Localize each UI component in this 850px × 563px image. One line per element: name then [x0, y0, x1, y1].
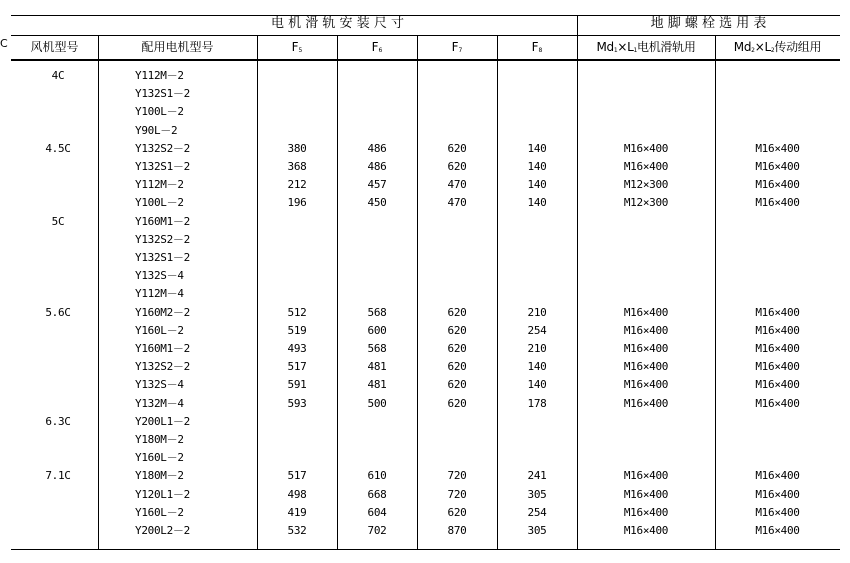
bolt-drive-cell	[715, 413, 840, 431]
motor-model-cell: Y90L－2	[135, 123, 178, 137]
f8-cell	[497, 67, 577, 85]
table-row	[11, 267, 840, 285]
bolt-drive-cell	[715, 431, 840, 449]
f5-cell	[257, 249, 337, 267]
fan-model-cell	[38, 267, 78, 285]
rail-section-title: 电 机 滑 轨 安 装 尺 寸	[271, 16, 404, 31]
motor-model-cell: Y160M2－2	[135, 305, 190, 319]
f6-cell: 610	[367, 469, 387, 483]
table-row	[11, 449, 840, 467]
f7-cell	[417, 122, 497, 140]
bolt-rail-cell	[577, 231, 715, 249]
bolt-rail-cell: M16×400	[623, 378, 669, 392]
bolt-drive-cell: M16×400	[755, 342, 800, 355]
f7-cell	[417, 431, 497, 449]
f6-cell	[337, 449, 417, 467]
motor-model-cell: Y132M－4	[135, 396, 184, 410]
motor-model-cell: Y132S－4	[135, 269, 184, 283]
f7-cell: 720	[447, 487, 467, 501]
f8-cell	[497, 413, 577, 431]
f8-cell: 241	[527, 469, 547, 483]
bolt-drive-cell	[715, 85, 840, 103]
f5-cell	[257, 213, 337, 231]
f7-cell: 470	[447, 178, 467, 192]
motor-model-cell: Y132S2－2	[135, 360, 190, 374]
f7-cell: 470	[447, 196, 467, 210]
bolt-drive-cell	[715, 449, 840, 467]
f5-cell	[257, 67, 337, 85]
bolt-rail-cell: M16×400	[623, 505, 669, 519]
f8-cell: 140	[527, 160, 547, 173]
f5-cell	[257, 413, 337, 431]
motor-model-cell: Y112M－4	[135, 287, 184, 301]
bolt-rail-cell	[577, 122, 715, 140]
table-row	[11, 103, 840, 121]
f5-cell	[257, 285, 337, 303]
f7-cell	[417, 85, 497, 103]
bolt-rail-cell	[577, 103, 715, 121]
f5-cell	[257, 431, 337, 449]
f5-cell: 419	[287, 505, 307, 519]
f8-cell: 254	[527, 323, 547, 337]
fan-model-cell	[38, 249, 78, 267]
table-row	[11, 504, 840, 522]
f6-cell	[337, 67, 417, 85]
f5-cell	[257, 103, 337, 121]
f8-cell: 140	[527, 378, 547, 392]
bolt-rail-cell: M12×300	[623, 196, 669, 210]
fan-model-cell	[38, 449, 78, 467]
bolt-drive-cell	[715, 285, 840, 303]
motor-model-cell: Y112M－2	[135, 69, 184, 82]
f7-cell: 620	[447, 342, 467, 355]
f5-cell: 591	[287, 378, 307, 392]
bolt-drive-cell: M16×400	[755, 196, 800, 210]
f5-cell: 593	[287, 396, 307, 410]
bolt-drive-cell	[715, 213, 840, 231]
table-row	[11, 376, 840, 394]
fan-model-cell	[38, 122, 78, 140]
fan-model-cell: 7.1C	[45, 469, 71, 483]
table-row	[11, 194, 840, 212]
bolt-rail-cell: M16×400	[623, 360, 669, 374]
header-f8: F8	[531, 40, 543, 54]
bolt-rail-cell: M16×400	[623, 323, 669, 337]
f5-cell	[257, 267, 337, 285]
f6-cell	[337, 213, 417, 231]
bolt-drive-cell	[715, 231, 840, 249]
fan-model-cell	[38, 231, 78, 249]
f7-cell: 620	[447, 160, 467, 173]
bolt-drive-cell: M16×400	[755, 396, 800, 410]
fan-model-cell	[38, 85, 78, 103]
motor-model-cell: Y180M－2	[135, 469, 184, 483]
f7-cell	[417, 413, 497, 431]
f8-cell	[497, 267, 577, 285]
bolt-rail-cell	[577, 413, 715, 431]
fan-model-cell	[38, 431, 78, 449]
table-row	[11, 231, 840, 249]
f8-cell	[497, 449, 577, 467]
motor-model-cell: Y160L－2	[135, 323, 184, 337]
bolt-rail-cell: M12×300	[623, 178, 669, 192]
f6-cell	[337, 285, 417, 303]
f6-cell: 481	[367, 360, 387, 374]
bolt-drive-cell	[715, 67, 840, 85]
f5-cell: 380	[287, 141, 307, 155]
bolt-drive-cell: M16×400	[755, 378, 800, 392]
f5-cell	[257, 231, 337, 249]
bolt-drive-cell: M16×400	[755, 323, 800, 337]
bolt-drive-cell: M16×400	[755, 487, 800, 501]
f6-cell	[337, 249, 417, 267]
table-row	[11, 176, 840, 194]
bolt-drive-cell: M16×400	[755, 160, 800, 173]
fan-model-cell	[38, 340, 78, 358]
f8-cell	[497, 431, 577, 449]
bolt-drive-cell: M16×400	[755, 469, 800, 483]
bolt-drive-cell: M16×400	[755, 178, 800, 192]
table-row	[11, 486, 840, 504]
f7-cell	[417, 449, 497, 467]
f5-cell: 196	[287, 196, 307, 210]
fan-model-cell: 6.3C	[45, 414, 71, 428]
fan-model-cell	[38, 504, 78, 522]
motor-model-cell: Y160M1－2	[135, 342, 190, 355]
f8-cell	[497, 85, 577, 103]
f6-cell: 450	[367, 196, 387, 210]
f7-cell: 620	[447, 505, 467, 519]
fan-model-cell: 4.5C	[45, 141, 71, 155]
table-row	[11, 285, 840, 303]
f5-cell: 517	[287, 469, 307, 483]
motor-rail-table	[11, 15, 840, 550]
table-row	[11, 395, 840, 413]
f5-cell: 493	[287, 342, 307, 355]
table-bottom-border	[11, 549, 840, 550]
f8-cell: 178	[527, 396, 547, 410]
fan-model-cell	[38, 285, 78, 303]
fan-model-cell	[38, 103, 78, 121]
fan-model-cell	[38, 395, 78, 413]
motor-model-cell: Y160L－2	[135, 505, 184, 519]
f5-cell: 519	[287, 323, 307, 337]
f5-cell: 212	[287, 178, 307, 192]
f6-cell	[337, 103, 417, 121]
bolt-rail-cell	[577, 267, 715, 285]
f6-cell: 702	[367, 524, 387, 537]
table-row	[11, 467, 840, 485]
f7-cell: 720	[447, 469, 467, 483]
bolt-drive-cell: M16×400	[755, 141, 800, 155]
fan-model-cell	[38, 176, 78, 194]
bolt-drive-cell	[715, 122, 840, 140]
bolt-rail-cell	[577, 449, 715, 467]
f7-cell: 620	[447, 360, 467, 374]
f8-cell: 140	[527, 141, 547, 155]
table-row	[11, 522, 840, 540]
motor-model-cell: Y160L－2	[135, 451, 184, 465]
f8-cell	[497, 213, 577, 231]
motor-model-cell: Y112M－2	[135, 178, 184, 192]
bolt-section-title: 地 脚 螺 栓 选 用 表	[650, 16, 767, 31]
bolt-rail-cell: M16×400	[623, 396, 669, 410]
bolt-drive-cell: M16×400	[755, 505, 800, 519]
header-bolt-drive: Md2×L2传动组用	[733, 40, 822, 54]
f5-cell: 368	[287, 160, 307, 173]
motor-model-cell: Y132S1－2	[135, 160, 190, 173]
header-f6: F6	[371, 40, 383, 54]
table-row	[11, 122, 840, 140]
f6-cell: 486	[367, 160, 387, 173]
bolt-rail-cell	[577, 85, 715, 103]
f8-cell: 305	[527, 524, 547, 537]
motor-model-cell: Y132S1－2	[135, 87, 190, 101]
f8-cell	[497, 231, 577, 249]
bolt-drive-cell	[715, 103, 840, 121]
f8-cell: 254	[527, 505, 547, 519]
f7-cell	[417, 213, 497, 231]
f8-cell	[497, 249, 577, 267]
f5-cell: 532	[287, 524, 307, 537]
motor-model-cell: Y200L1－2	[135, 414, 190, 428]
bolt-rail-cell: M16×400	[623, 524, 669, 537]
f8-cell	[497, 103, 577, 121]
table-row	[11, 431, 840, 449]
f8-cell: 140	[527, 196, 547, 210]
fan-model-cell	[38, 158, 78, 176]
f7-cell: 620	[447, 323, 467, 337]
bolt-rail-cell: M16×400	[623, 141, 669, 155]
table-row	[11, 340, 840, 358]
f7-cell	[417, 285, 497, 303]
f7-cell	[417, 249, 497, 267]
f5-cell	[257, 122, 337, 140]
f6-cell: 568	[367, 305, 387, 319]
f8-cell	[497, 122, 577, 140]
f8-cell	[497, 285, 577, 303]
table-row	[11, 249, 840, 267]
motor-model-cell: Y160M1－2	[135, 214, 190, 228]
fan-model-cell	[38, 486, 78, 504]
bolt-drive-cell	[715, 267, 840, 285]
f7-cell: 620	[447, 396, 467, 410]
bolt-rail-cell	[577, 249, 715, 267]
f5-cell: 498	[287, 487, 307, 501]
fan-model-cell	[38, 376, 78, 394]
f5-cell: 517	[287, 360, 307, 374]
header-f5: F5	[291, 40, 303, 54]
f6-cell: 568	[367, 342, 387, 355]
fan-model-cell: 5C	[51, 214, 65, 228]
f6-cell: 668	[367, 487, 387, 501]
f7-cell	[417, 267, 497, 285]
f5-cell	[257, 85, 337, 103]
motor-model-cell: Y200L2－2	[135, 524, 190, 537]
f7-cell	[417, 103, 497, 121]
f7-cell	[417, 231, 497, 249]
f7-cell	[417, 67, 497, 85]
fan-model-cell	[38, 358, 78, 376]
table-row	[11, 322, 840, 340]
f6-cell	[337, 431, 417, 449]
table-row	[11, 413, 840, 431]
fan-model-cell	[38, 194, 78, 212]
motor-model-cell: Y180M－2	[135, 433, 184, 446]
table-row	[11, 158, 840, 176]
bolt-rail-cell: M16×400	[623, 342, 669, 355]
f6-cell	[337, 231, 417, 249]
bolt-rail-cell: M16×400	[623, 469, 669, 483]
f7-cell: 620	[447, 141, 467, 155]
f5-cell	[257, 449, 337, 467]
f8-cell: 210	[527, 305, 547, 319]
bolt-drive-cell	[715, 249, 840, 267]
f7-cell: 620	[447, 378, 467, 392]
bolt-rail-cell: M16×400	[623, 160, 669, 173]
f6-cell: 604	[367, 505, 387, 519]
header-fan-model: 风机型号	[30, 40, 79, 54]
f7-cell: 620	[447, 305, 467, 319]
bolt-drive-cell: M16×400	[755, 305, 800, 319]
fan-model-cell: 5.6C	[45, 305, 71, 319]
motor-model-cell: Y132S－4	[135, 378, 184, 392]
motor-model-cell: Y132S2－2	[135, 232, 190, 246]
fan-model-cell	[38, 322, 78, 340]
f6-cell	[337, 413, 417, 431]
f6-cell: 457	[367, 178, 387, 192]
bolt-rail-cell: M16×400	[623, 305, 669, 319]
bolt-drive-cell: M16×400	[755, 524, 800, 537]
f6-cell	[337, 267, 417, 285]
table-row	[11, 358, 840, 376]
motor-model-cell: Y132S1－2	[135, 251, 190, 264]
bolt-rail-cell: M16×400	[623, 487, 669, 501]
f6-cell: 481	[367, 378, 387, 392]
table-row	[11, 85, 840, 103]
table-row	[11, 213, 840, 231]
f7-cell: 870	[447, 524, 467, 537]
header-bolt-rail: Md1×L1电机滑轨用	[596, 40, 696, 54]
table-row	[11, 140, 840, 158]
fan-model-cell: 4C	[51, 69, 65, 82]
f6-cell: 500	[367, 396, 387, 410]
f6-cell: 486	[367, 141, 387, 155]
f8-cell: 305	[527, 487, 547, 501]
f8-cell: 140	[527, 360, 547, 374]
motor-model-cell: Y100L－2	[135, 105, 184, 119]
header-f7: F7	[451, 40, 463, 54]
bolt-rail-cell	[577, 431, 715, 449]
f6-cell	[337, 122, 417, 140]
f6-cell: 600	[367, 323, 387, 337]
fan-model-cell	[38, 522, 78, 540]
motor-model-cell: Y120L1－2	[135, 487, 190, 501]
table-row	[11, 304, 840, 322]
f8-cell: 210	[527, 342, 547, 355]
bolt-drive-cell: M16×400	[755, 360, 800, 374]
bolt-rail-cell	[577, 213, 715, 231]
bolt-rail-cell	[577, 67, 715, 85]
motor-model-cell: Y132S2－2	[135, 141, 190, 155]
motor-model-cell: Y100L－2	[135, 196, 184, 210]
bolt-rail-cell	[577, 285, 715, 303]
f5-cell: 512	[287, 305, 307, 319]
header-motor-model: 配用电机型号	[141, 40, 214, 54]
table-row	[11, 67, 840, 85]
f6-cell	[337, 85, 417, 103]
edge-clip-mark: C	[0, 37, 8, 50]
f8-cell: 140	[527, 178, 547, 192]
